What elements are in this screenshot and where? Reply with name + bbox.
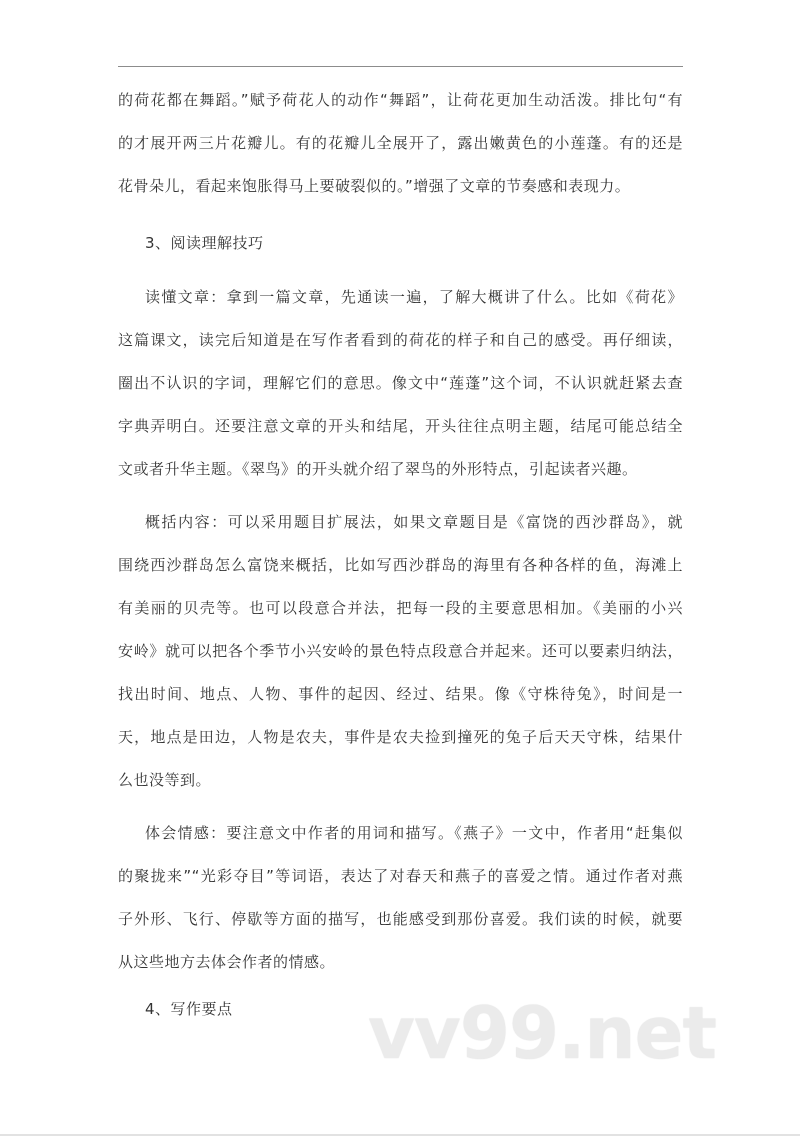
paragraph-line: 么也没等到。	[118, 771, 212, 789]
paragraph-line: 这篇课文，读完后知道是在写作者看到的荷花的样子和自己的感受。再仔细读，	[118, 331, 683, 349]
paragraph-line: 有美丽的贝壳等。也可以段意合并法，把每一段的主要意思相加。《美丽的小兴	[118, 599, 683, 617]
paragraph-feel-emotion	[118, 812, 683, 984]
page-bottom-edge	[0, 1134, 800, 1136]
paragraph-line: 读懂文章：拿到一篇文章，先通读一遍，了解大概讲了什么。比如《荷花》	[145, 288, 683, 306]
paragraph-line: 文或者升华主题。《翠鸟》的开头就介绍了翠鸟的外形特点，引起读者兴趣。	[118, 460, 638, 478]
paragraph-line: 安岭》就可以把各个季节小兴安岭的景色特点段意合并起来。还可以要素归纳法，	[118, 642, 683, 660]
paragraph-line: 找出时间、地点、人物、事件的起因、经过、结果。像《守株待兔》，时间是一	[118, 685, 683, 703]
watermark: vv99.net	[368, 991, 716, 1075]
paragraph-reading-comprehension	[118, 276, 683, 491]
paragraph-line: 的荷花都在舞蹈。”赋予荷花人的动作“舞蹈”，让荷花更加生动活泼。排比句“有	[118, 91, 683, 109]
paragraph-summarize-content	[118, 501, 683, 802]
paragraph-line: 体会情感：要注意文中作者的用词和描写。《燕子》一文中，作者用“赶集似	[145, 824, 683, 842]
paragraph-line: 字典弄明白。还要注意文章的开头和结尾，开头往往点明主题，结尾可能总结全	[118, 417, 683, 435]
section-3	[118, 222, 683, 265]
continuation-paragraph	[118, 79, 683, 208]
paragraph-line: 的才展开两三片花瓣儿。有的花瓣儿全展开了，露出嫩黄色的小莲蓬。有的还是	[118, 134, 683, 152]
paragraph-line: 概括内容：可以采用题目扩展法，如果文章题目是《富饶的西沙群岛》，就	[145, 513, 683, 531]
header-rule	[118, 66, 683, 67]
paragraph-line: 围绕西沙群岛怎么富饶来概括，比如写西沙群岛的海里有各种各样的鱼，海滩上	[118, 556, 683, 574]
paragraph-line: 天，地点是田边，人物是农夫，事件是农夫捡到撞死的兔子后天天守株，结果什	[118, 728, 683, 746]
section-3-heading: 3、阅读理解技巧	[145, 234, 264, 252]
paragraph-line: 子外形、飞行、停歇等方面的描写，也能感受到那份喜爱。我们读的时候，就要	[118, 910, 683, 928]
paragraph-line: 花骨朵儿，看起来饱胀得马上要破裂似的。”增强了文章的节奏感和表现力。	[118, 177, 631, 195]
paragraph-line: 从这些地方去体会作者的情感。	[118, 953, 336, 971]
section-4-heading: 4、写作要点	[145, 1000, 233, 1018]
paragraph-line: 圈出不认识的字词，理解它们的意思。像文中“莲蓬”这个词，不认识就赶紧去查	[118, 374, 683, 392]
paragraph-line: 的聚拢来”“光彩夺目”等词语，表达了对春天和燕子的喜爱之情。通过作者对燕	[118, 867, 683, 885]
